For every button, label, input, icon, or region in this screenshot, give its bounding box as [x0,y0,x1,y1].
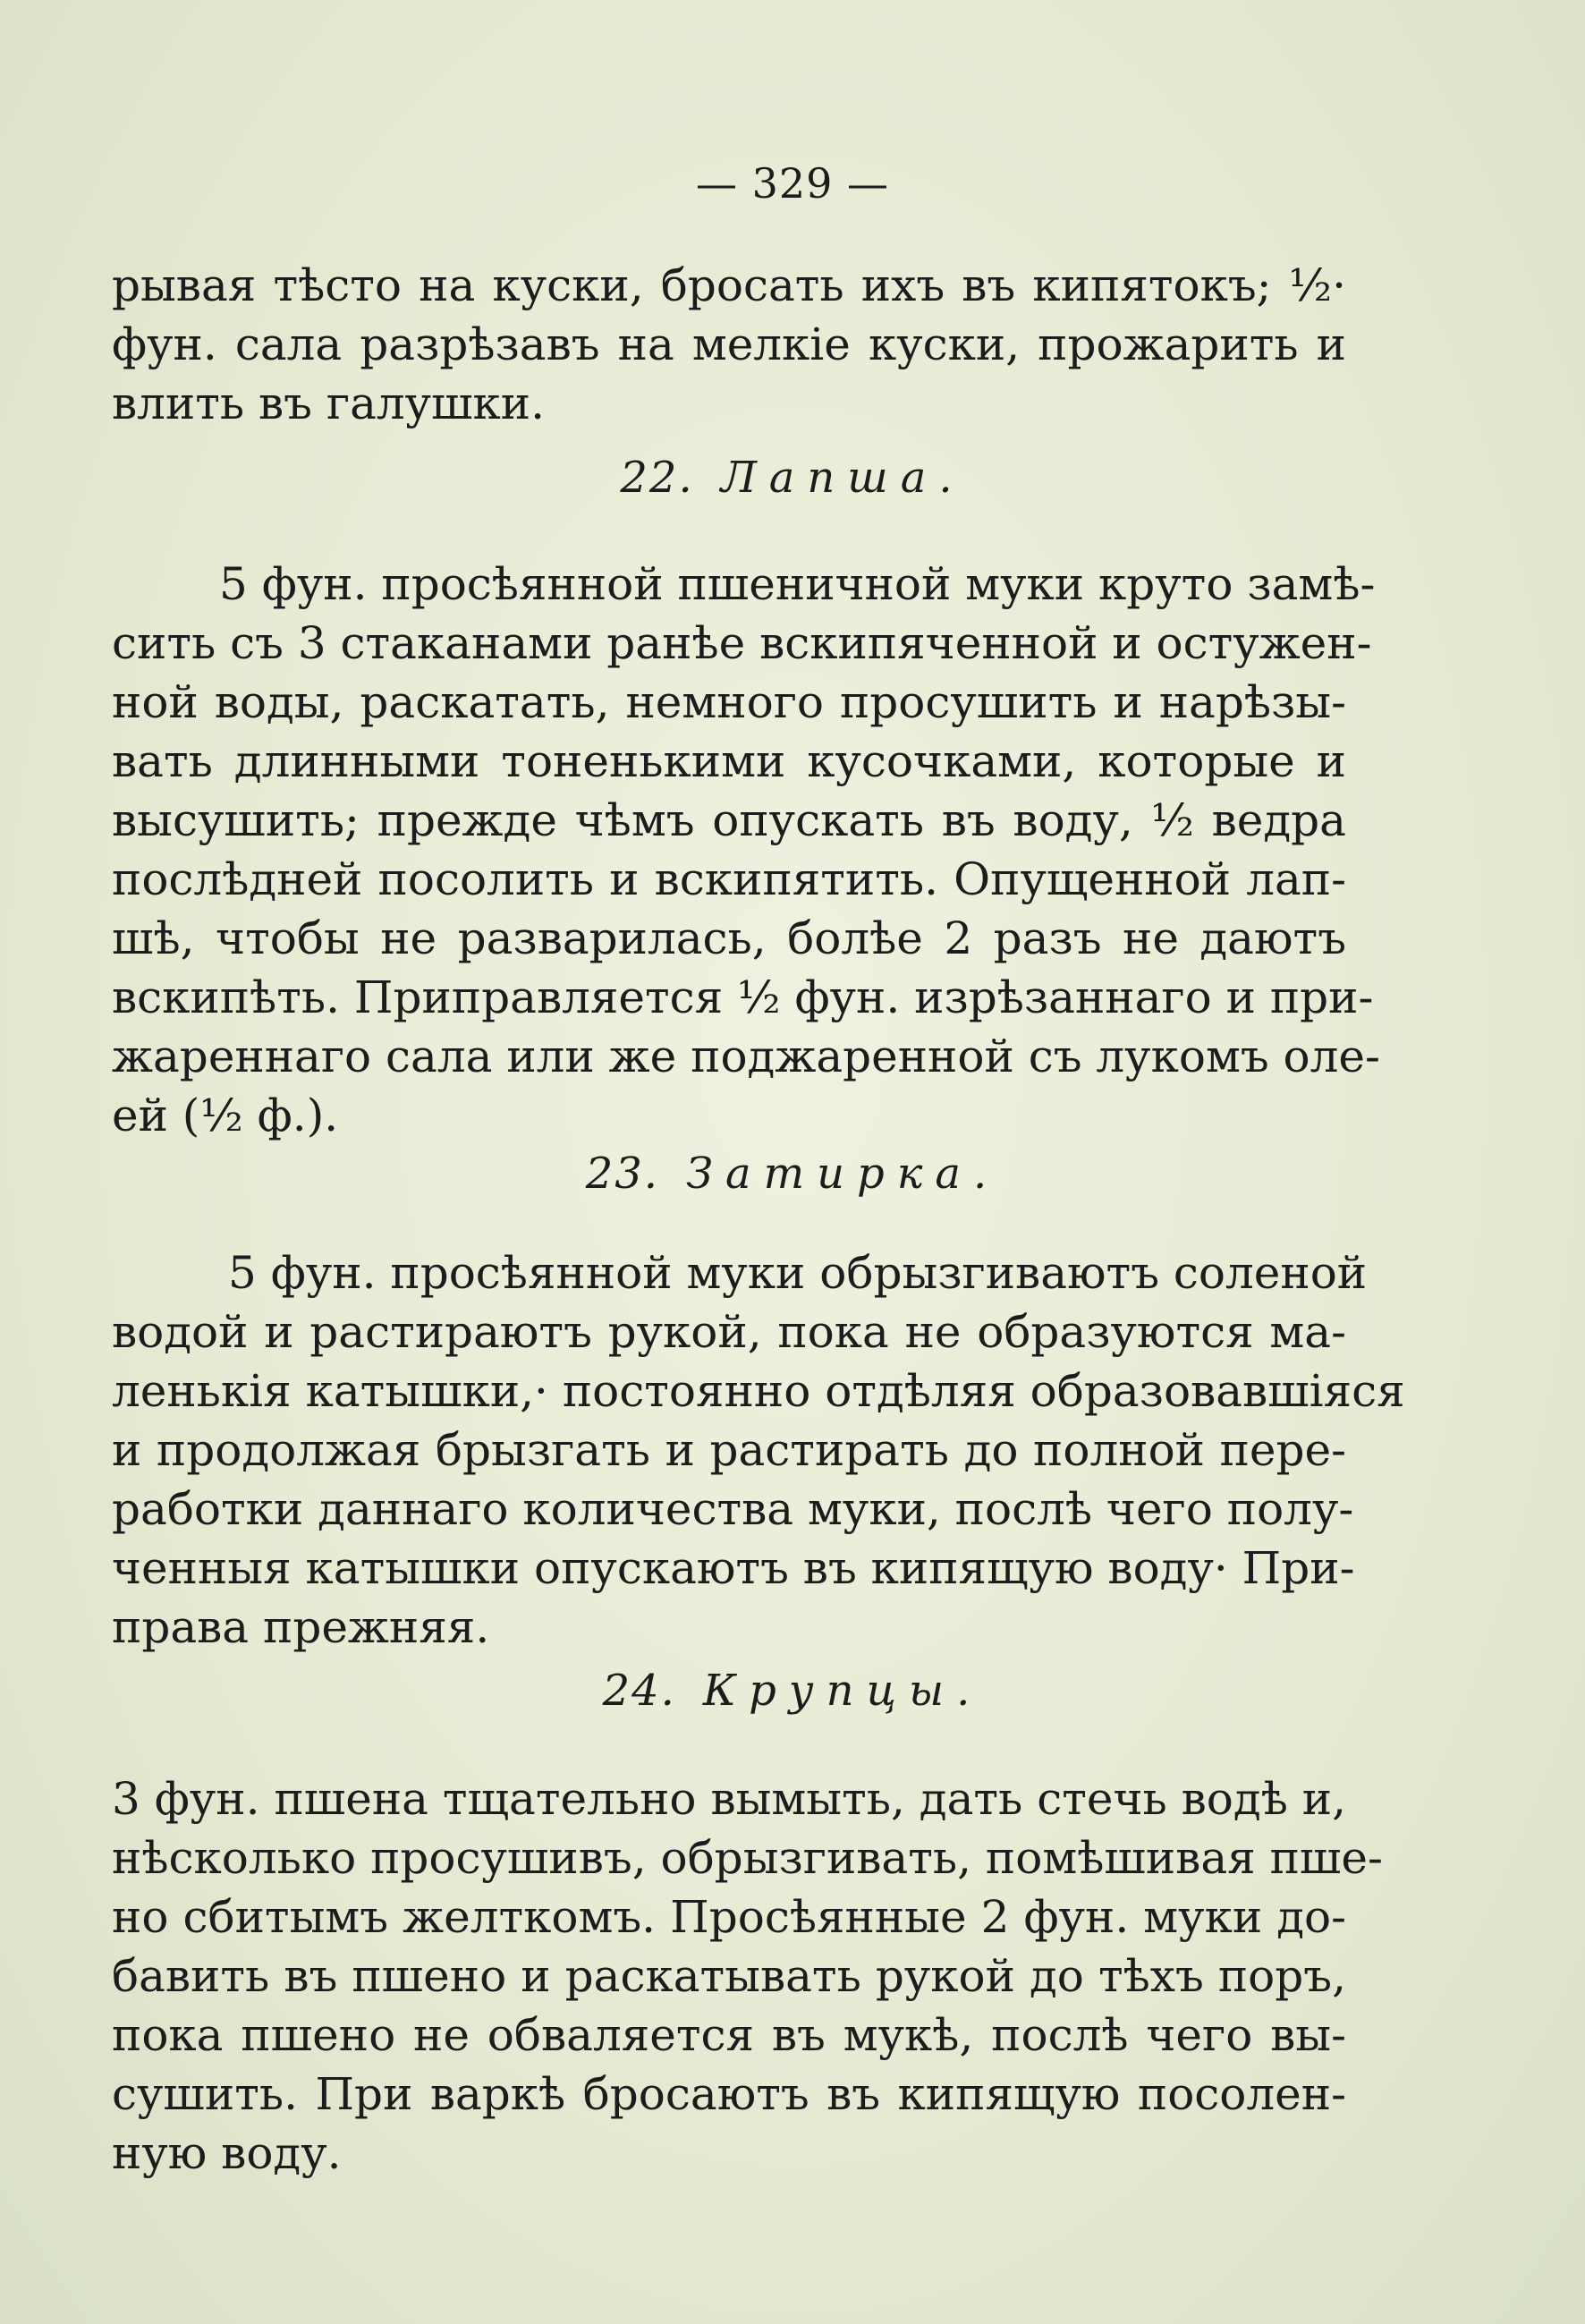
section-title: Лапша. [720,453,965,503]
paragraph-line: сушить. При варкѣ бросаютъ въ кипящую посолен- [112,2068,1346,2120]
paragraph-line: ную воду. [112,2127,342,2179]
section-number: 24. [602,1666,676,1716]
paragraph-line: вскипѣть. Приправляется ½ фун. изрѣзаннаго и при- [112,971,1374,1023]
paragraph-line: 5 фун. просѣянной пшеничной муки круто замѣ- [219,558,1376,610]
paragraph-line: нѣсколько просушивъ, обрызгивать, помѣшивая пше- [112,1832,1383,1884]
section-title: Затирка. [686,1149,1000,1199]
paragraph-line: и продолжая брызгать и растирать до полной пере- [112,1424,1346,1476]
section-number: 23. [585,1149,660,1199]
section-22-paragraph [112,555,1380,1145]
paragraph-line: шѣ, чтобы не разварилась, болѣе 2 разъ не даютъ [112,912,1346,964]
paragraph-line: ленькія катышки,· постоянно отдѣляя образовавшіяся [112,1365,1405,1417]
paragraph-line: жареннаго сала или же поджаренной съ лукомъ оле- [112,1031,1380,1082]
paragraph-line: послѣдней посолить и вскипятить. Опущенной лап- [112,853,1346,905]
intro-paragraph [112,256,1346,433]
paragraph-line: вать длинными тоненькими кусочками, которые и [112,735,1346,787]
section-title: Крупцы. [702,1666,983,1716]
section-heading-23 [0,1149,1585,1199]
paragraph-line: ной воды, раскатать, немного просушить и нарѣзы- [112,676,1346,728]
paragraph-line: бавить въ пшено и раскатывать рукой до тѣхъ поръ, [112,1950,1346,2002]
paragraph-line: пока пшено не обваляется въ мукѣ, послѣ чего вы- [112,2009,1346,2061]
section-number: 22. [620,453,694,503]
paragraph-line: фун. сала разрѣзавъ на мелкіе куски, прожарить и [112,318,1346,370]
paragraph-line: работки даннаго количества муки, послѣ чего полу- [112,1483,1354,1535]
paragraph-line: сить съ 3 стаканами ранѣе вскипяченной и остужен- [112,617,1372,669]
paragraph-line: водой и растираютъ рукой, пока не образуются ма- [112,1306,1346,1358]
paragraph-line: права прежняя. [112,1601,490,1653]
paragraph-line: влить въ галушки. [112,377,546,429]
paragraph-line: но сбитымъ желткомъ. Просѣянные 2 фун. муки до- [112,1891,1346,1943]
paragraph-line: рывая тѣсто на куски, бросать ихъ въ кипятокъ; ½· [112,259,1346,311]
paragraph-line: 3 фун. пшена тщательно вымыть, дать стечь водѣ и, [112,1773,1346,1825]
paragraph-line: высушить; прежде чѣмъ опускать въ воду, ½ ведра [112,794,1346,846]
section-heading-22 [0,453,1585,503]
section-heading-24 [0,1666,1585,1716]
section-24-paragraph [112,1769,1383,2183]
page-number: — 329 — [695,159,890,208]
paragraph-line: ченныя катышки опускаютъ въ кипящую воду· При- [112,1542,1355,1594]
paragraph-line: 5 фун. просѣянной муки обрызгиваютъ соленой [228,1247,1368,1299]
paragraph-line: ей (½ ф.). [112,1090,339,1141]
section-23-paragraph [112,1243,1405,1657]
